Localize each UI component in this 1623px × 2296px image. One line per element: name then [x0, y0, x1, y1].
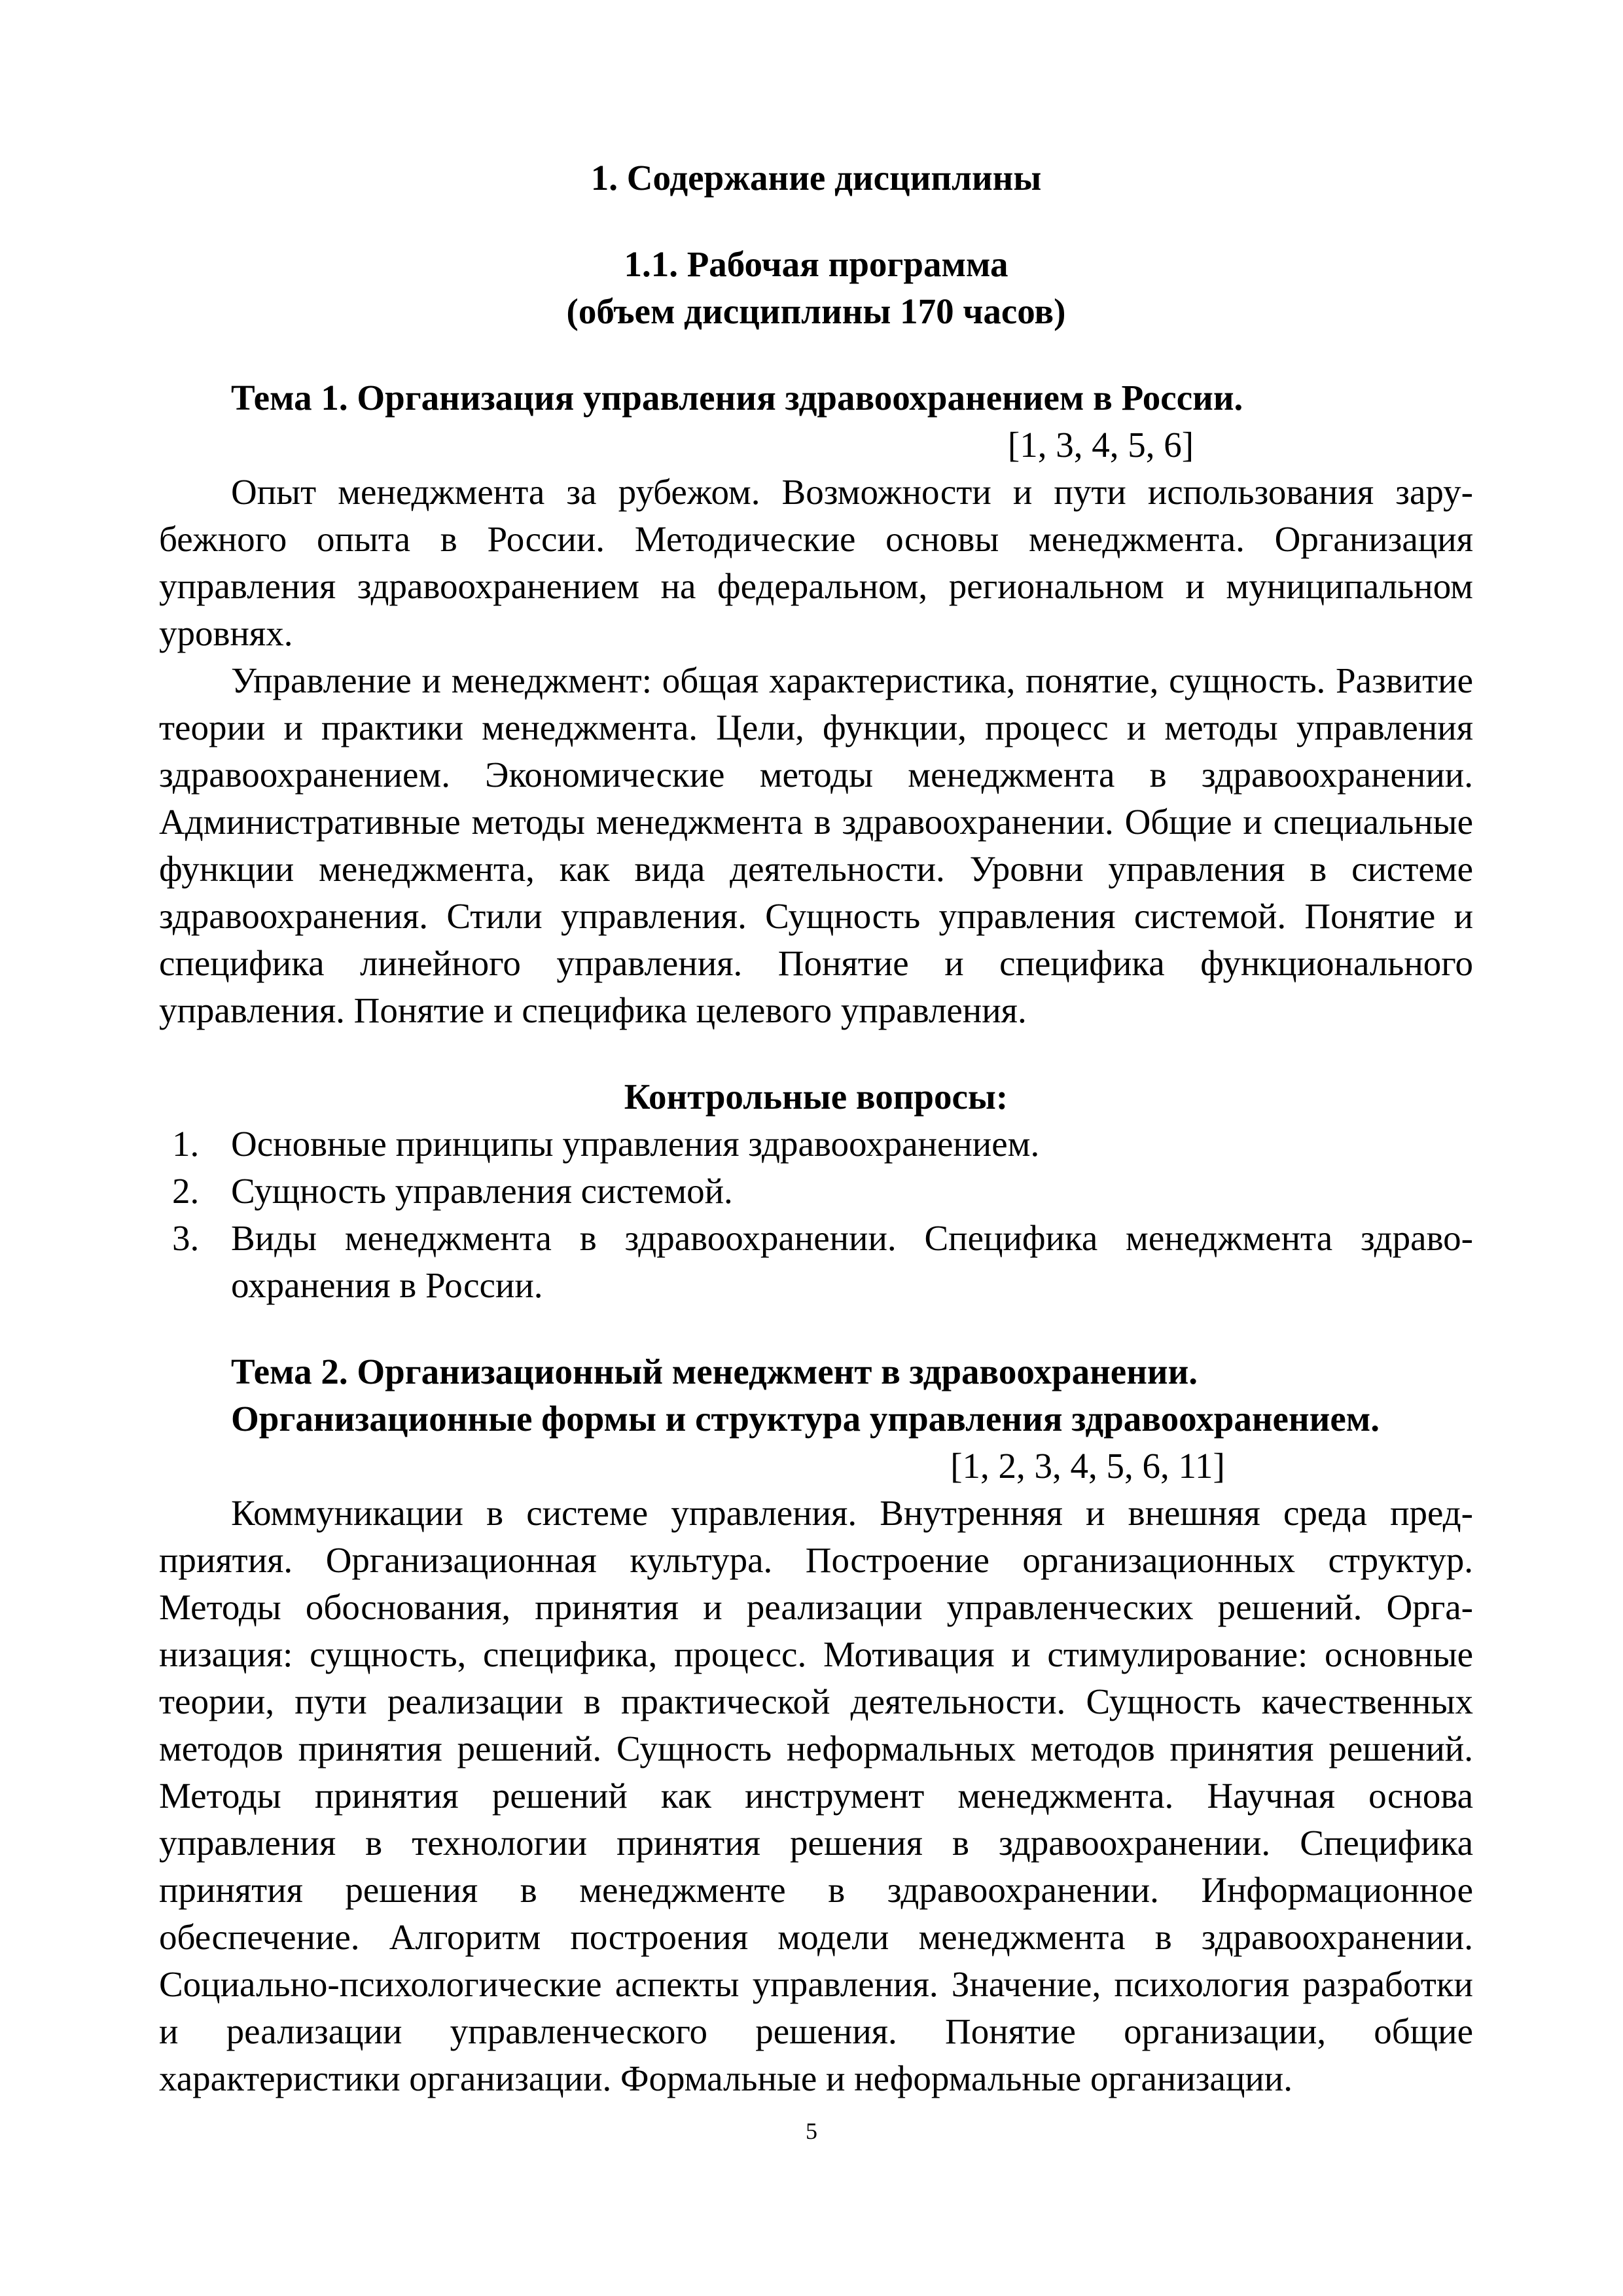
question-number: 1. [172, 1124, 200, 1164]
question-text: Сущность управления системой. [231, 1171, 733, 1211]
question-item [159, 1168, 1473, 1215]
topic1-title: Тема 1. Организация управления здравоохранением в России. [231, 378, 1243, 418]
questions-list [159, 1121, 1473, 1309]
section-heading: 1.1. Рабочая программа [624, 244, 1008, 284]
question-item [159, 1215, 1473, 1309]
questions-title: Контрольные вопросы: [624, 1077, 1008, 1117]
topic1-references: [1, 3, 4, 5, 6] [1007, 425, 1194, 465]
chapter-heading: 1. Содержание дисциплины [590, 158, 1042, 198]
topic1-paragraph: Опыт менеджмента за рубежом. Возможности и пути использования зарубежного опыта в России. Методические основы менеджмента. Организация управления здравоохранением на федеральном, региональном и муниципальном уровнях. [159, 472, 1473, 653]
page-number: 5 [806, 2118, 817, 2144]
section-subheading: (объем дисциплины 170 часов) [566, 291, 1066, 331]
question-item [159, 1121, 1473, 1168]
topic2-paragraph: Коммуникации в системе управления. Внутренняя и внешняя среда предприятия. Организационная культура. Построение организационных структур. Методы обоснования, принятия и реализации управленческих решений. Организация: сущность, специфика, процесс. Мотивация и стимулирование: основные теории, пути реализации в практической деятельности. Сущность качественных методов принятия решений. Сущность неформальных методов принятия решений. Методы принятия решений как инструмент менеджмента. Научная основа управления в технологии принятия решения в здравоохранении. Специфика принятия решения в менеджменте в здравоохранении. Информационное обеспечение. Алгоритм построения модели менеджмента в здравоохранении. Социально-психологические аспекты управления. Значение, психология разработки и реализации управленческого решения. Понятие организации, общие характеристики организации. Формальные и неформальные организации. [159, 1493, 1473, 2098]
topic1-paragraph: Управление и менеджмент: общая характеристика, понятие, сущность. Развитие теории и практики менеджмента. Цели, функции, процесс и методы управления здравоохранением. Экономические методы менеджмента в здравоохранении. Административные методы менеджмента в здравоохранении. Общие и специальные функции менеджмента, как вида деятельности. Уровни управления в системе здравоохранения. Стили управления. Сущность управления системой. Понятие и специфика линейного управления. Понятие и специфика функционального управления. Понятие и специфика целевого управления. [159, 660, 1473, 1030]
topic2-title-line1: Тема 2. Организационный менеджмент в здравоохранении. [231, 1352, 1198, 1391]
question-number: 3. [172, 1218, 200, 1258]
topic2-references: [1, 2, 3, 4, 5, 6, 11] [950, 1446, 1225, 1486]
question-number: 2. [172, 1171, 200, 1211]
question-text: Виды менеджмента в здравоохранении. Специфика менеджмента здравоохранения в России. [231, 1218, 1473, 1305]
page-content [159, 154, 1473, 2102]
topic2-title-line2: Организационные формы и структура управления здравоохранением. [231, 1399, 1380, 1439]
question-text: Основные принципы управления здравоохранением. [231, 1124, 1040, 1164]
